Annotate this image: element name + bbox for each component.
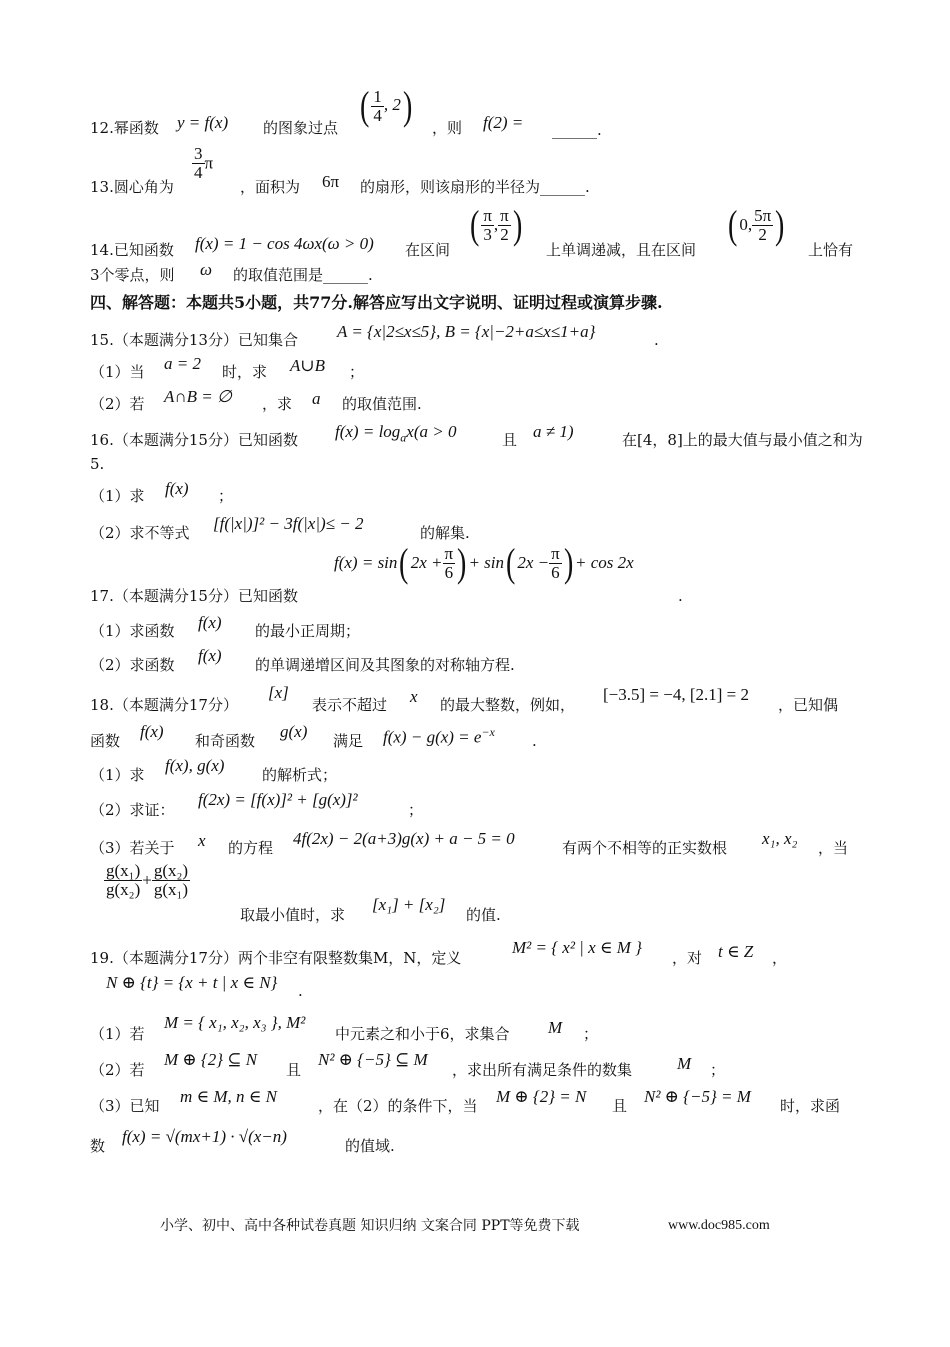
q16-head: 16.（本题满分15分）已知函数 — [90, 431, 298, 449]
q19-head: 19.（本题满分17分）两个非空有限整数集M，N，定义 — [90, 949, 462, 967]
q18-l2a: 函数 — [90, 732, 121, 750]
q16-line2: 5. — [90, 455, 105, 473]
q18-p1a: （1）求 — [90, 766, 145, 784]
q17-p2b: 的单调递增区间及其图象的对称轴方程. — [255, 656, 515, 674]
q19-def-m2: M² = { x² | x ∈ M } — [512, 938, 642, 957]
q16-func-sub: a — [400, 430, 407, 445]
q14-line2a: 3个零点，则 — [90, 266, 175, 284]
q18-fr2-num: g(x₂) — [153, 861, 189, 880]
q12-frac-num: 1 — [373, 86, 382, 106]
q19-p3-mn: m ∈ M, n ∈ N — [180, 1087, 277, 1106]
q18-p3-floors: [x₁] + [x₂] — [372, 895, 446, 914]
q18-relation — [383, 721, 495, 749]
q18-t2: 的最大整数，例如， — [440, 696, 576, 714]
q19-p1c: ； — [583, 1025, 599, 1043]
q15-sets: A = {x|2≤x≤5}, B = {x|−2+a≤x≤1+a} — [337, 322, 596, 341]
q18-p3e: 取最小值时，求 — [240, 906, 346, 924]
q17-f-in2: 2x − — [517, 553, 550, 572]
q16-and: 且 — [502, 431, 518, 449]
q17-p1b: 的最小正周期； — [255, 622, 361, 640]
q15-head: 15.（本题满分13分）已知集合 — [90, 331, 298, 349]
q15-dot: . — [654, 331, 659, 349]
q18-p3b: 的方程 — [228, 839, 274, 857]
q13-angle — [192, 145, 213, 182]
q19-p3b: ，在（2）的条件下，当 — [318, 1097, 478, 1115]
q15-p2-math: A∩B = ∅ — [164, 387, 232, 406]
q12-then: ，则 — [432, 119, 463, 137]
q18-p2-math: f(2x) = [f(x)]² + [g(x)]² — [198, 790, 358, 809]
q12-math-f2: f(2) = — [483, 113, 524, 132]
q19-t2: ， — [772, 949, 788, 967]
q17-f-d2: 6 — [551, 562, 560, 582]
q14-interval1: ( $\frac{\pi}{3}$ , $\frac{\pi}{2}$ ) — [469, 202, 523, 247]
q18-gx: g(x) — [280, 722, 308, 741]
q16-func-a: f(x) = log — [335, 422, 401, 441]
q17-p2-math: f(x) — [198, 646, 222, 665]
q19-p2d: ； — [710, 1061, 726, 1079]
q13-pi: π — [204, 153, 214, 173]
q17-f-c: + cos 2x — [575, 553, 634, 572]
q18-t1: 表示不超过 — [312, 696, 388, 714]
q14-func: f(x) = 1 − cos 4ωx(ω > 0) — [195, 234, 374, 253]
q19-p2-cond1: M ⊕ {2} ⊆ N — [164, 1050, 258, 1069]
q16-p1a: （1）求 — [90, 487, 145, 505]
q14-i2-num: 5π — [754, 205, 772, 225]
q16-func-b: x(a > 0 — [406, 422, 457, 441]
q18-p3a: （3）若关于 — [90, 839, 175, 857]
q12-blank: ______. — [552, 121, 602, 139]
q18-p2b: ； — [408, 801, 424, 819]
q15-p1-union: A∪B — [290, 356, 326, 375]
q18-t3: ，已知偶 — [778, 696, 839, 714]
q16-p2-math: [f(|x|)]² − 3f(|x|)≤ − 2 — [213, 514, 364, 533]
q16-p2a: （2）求不等式 — [90, 524, 190, 542]
q19-p1a: （1）若 — [90, 1025, 145, 1043]
q19-t1: ，对 — [672, 949, 703, 967]
q14-i1-num1: π — [483, 205, 492, 225]
footer-text: 小学、初中、高中各种试卷真题 知识归纳 文案合同 PPT等免费下载 — [160, 1218, 580, 1234]
q18-p1-math: f(x), g(x) — [165, 756, 225, 775]
q18-fraction-sum — [104, 862, 190, 899]
q18-fr2-den: g(x₁) — [153, 880, 189, 899]
q14-i2-den: 2 — [758, 224, 767, 244]
q18-x: x — [410, 687, 418, 706]
q16-p1-math: f(x) — [165, 479, 189, 498]
q19-l4b: 的值域. — [345, 1137, 395, 1155]
q15-p2a: （2）若 — [90, 395, 145, 413]
q19-t-in-z: t ∈ Z — [718, 942, 754, 961]
q19-l2dot: . — [298, 982, 303, 1000]
q18-p3-x: x — [198, 831, 206, 850]
q17-f-d1: 6 — [444, 562, 454, 582]
q15-p2c: 的取值范围. — [342, 395, 422, 413]
q18-l2d: . — [532, 732, 537, 750]
q18-fr1-den: g(x₂) — [106, 880, 141, 899]
q14-text2: 上单调递减，且在区间 — [546, 241, 697, 259]
q19-p1-math: M = { x₁, x₂, x₃ }, M² — [164, 1013, 306, 1032]
q17-p2a: （2）求函数 — [90, 656, 175, 674]
q19-def-shift: N ⊕ {t} = {x + t | x ∈ N} — [106, 973, 278, 992]
q18-example: [−3.5] = −4, [2.1] = 2 — [603, 685, 749, 704]
q19-p2-M: M — [677, 1054, 692, 1073]
q12-frac-den: 4 — [373, 105, 382, 125]
q19-p2b: 且 — [286, 1061, 302, 1079]
q17-formula: f(x) = sin( 2x + $\frac{\pi}{6}$ ) + sin( 2x − $\frac{\pi}{6}$ ) + cos 2x — [334, 540, 634, 585]
q12-math-fx: y = f(x) — [177, 113, 229, 132]
section-heading: 四、解答题：本题共5小题，共77分.解答应写出文字说明、证明过程或演算步骤. — [90, 293, 663, 312]
q18-p3-roots: x₁, x₂ — [762, 829, 798, 848]
q16-p2b: 的解集. — [420, 524, 470, 542]
q12-label: 12.幂函数 — [90, 119, 159, 137]
q13-frac-num: 3 — [194, 144, 203, 163]
q15-p2-a: a — [312, 389, 321, 408]
q14-i2-left: 0, — [739, 215, 753, 234]
q12-point: ( $\frac{1}{4}$ , 2) — [359, 83, 413, 128]
q13-frac-den: 4 — [194, 163, 203, 182]
q13-text2: 的扇形，则该扇形的半径为______. — [360, 178, 590, 196]
q16-text: 在[4，8]上的最大值与最小值之和为 — [622, 431, 863, 449]
q19-func: f(x) = √(mx+1) · √(x−n) — [122, 1127, 287, 1146]
q19-p3-cond2: N² ⊕ {−5} = M — [644, 1087, 751, 1106]
q14-label: 14.已知函数 — [90, 241, 174, 259]
q17-f-n2: π — [551, 543, 560, 563]
footer-url[interactable]: www.doc985.com — [668, 1218, 770, 1233]
q18-fr1-num: g(x₁) — [106, 861, 141, 880]
q14-line2b: 的取值范围是______. — [233, 266, 373, 284]
q17-p1a: （1）求函数 — [90, 622, 175, 640]
q13-area: 6π — [322, 172, 340, 191]
q14-i1-den1: 3 — [483, 224, 492, 244]
q17-p1-math: f(x) — [198, 613, 222, 632]
q14-i1-num2: π — [500, 205, 509, 225]
q15-p2b: ，求 — [262, 395, 293, 413]
q18-rel-sup: −x — [481, 725, 495, 739]
q19-p2c: ，求出所有满足条件的数集 — [452, 1061, 633, 1079]
q18-p3f: 的值. — [466, 906, 501, 924]
q16-cond: a ≠ 1) — [533, 422, 574, 441]
q17-f-b: + sin — [468, 553, 504, 572]
q17-f-in1: 2x + — [410, 553, 443, 572]
q15-p1b: 时，求 — [222, 363, 268, 381]
q18-p3d: ，当 — [818, 839, 849, 857]
q19-p2a: （2）若 — [90, 1061, 145, 1079]
q18-l2b: 和奇函数 — [195, 732, 256, 750]
q19-p3d: 时，求函 — [780, 1097, 841, 1115]
q19-p2-cond2: N² ⊕ {−5} ⊆ M — [318, 1050, 428, 1069]
q15-p1a: （1）当 — [90, 363, 145, 381]
q17-f-n1: π — [444, 543, 454, 563]
q14-omega: ω — [200, 260, 213, 279]
q12-point-rest: , 2 — [383, 94, 401, 114]
q18-p3c: 有两个不相等的正实数根 — [562, 839, 728, 857]
q18-plus: + — [142, 870, 152, 890]
q15-p1c: ； — [349, 363, 365, 381]
q14-interval-text: 在区间 — [405, 241, 451, 259]
q15-p1-math: a = 2 — [164, 354, 201, 373]
q13-text: ，面积为 — [240, 178, 301, 196]
q18-head: 18.（本题满分17分） — [90, 696, 238, 714]
q19-p3c: 且 — [612, 1097, 628, 1115]
q18-fx: f(x) — [140, 722, 164, 741]
q18-l2c: 满足 — [333, 732, 364, 750]
q14-text3: 上恰有 — [808, 241, 854, 259]
q17-dot: . — [678, 587, 683, 605]
q18-p3-eq: 4f(2x) − 2(a+3)g(x) + a − 5 = 0 — [293, 829, 515, 848]
q18-p2a: （2）求证： — [90, 801, 175, 819]
q19-l4a: 数 — [90, 1137, 106, 1155]
q16-p1b: ； — [218, 487, 234, 505]
q19-p1b: 中元素之和小于6，求集合 — [335, 1025, 510, 1043]
q12-text: 的图象过点 — [263, 119, 339, 137]
q13-label: 13.圆心角为 — [90, 178, 174, 196]
q18-rel-main: f(x) − g(x) = e — [383, 727, 482, 747]
q17-f-a: f(x) = sin — [334, 553, 398, 572]
q18-floor: [x] — [268, 683, 289, 702]
q19-p3-cond1: M ⊕ {2} = N — [496, 1087, 587, 1106]
q16-func — [335, 421, 456, 448]
q19-p3a: （3）已知 — [90, 1097, 160, 1115]
q19-p1-M: M — [548, 1018, 563, 1037]
q17-head: 17.（本题满分15分）已知函数 — [90, 587, 298, 605]
q14-interval2: ( 0, $\frac{5\pi}{2}$ ) — [727, 202, 785, 247]
q18-p1b: 的解析式； — [262, 766, 338, 784]
q14-i1-den2: 2 — [500, 224, 509, 244]
